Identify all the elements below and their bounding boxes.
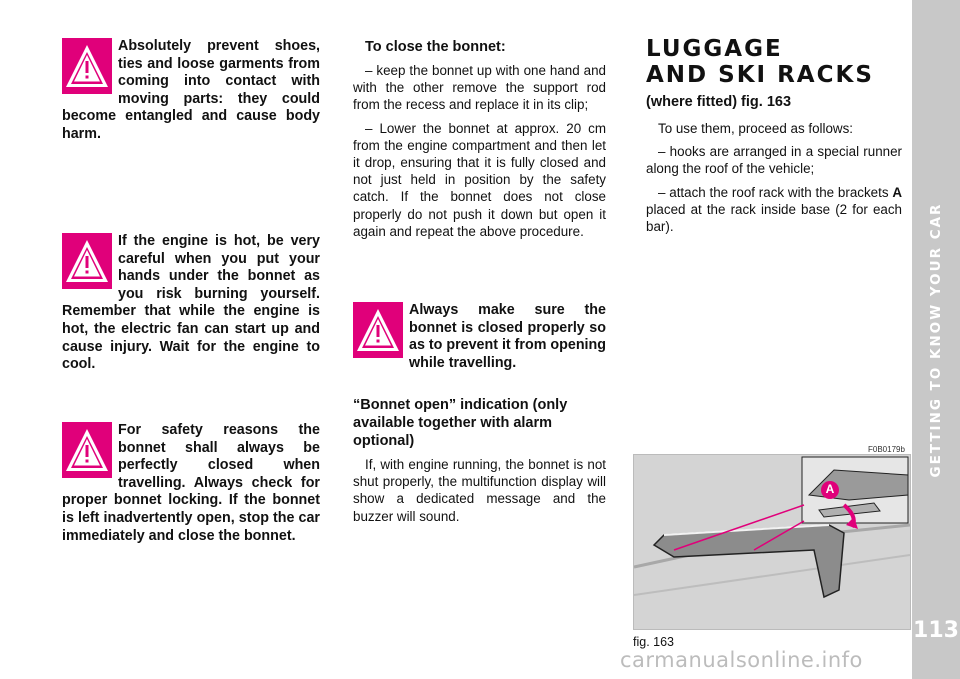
warning-triangle-icon (62, 422, 112, 478)
racks-intro: To use them, proceed as follows: (658, 121, 854, 136)
roof-rack-illustration (634, 455, 910, 629)
section-title (646, 36, 902, 88)
column-middle (353, 38, 606, 531)
close-bonnet-heading: To close the bonnet: (365, 39, 506, 55)
close-bonnet-step-2: – Lower the bonnet at approx. 20 cm from the engine compartment and then let it drop, ensuring that it is fully closed and not just held in position by the safety catch. If the bonnet does not close properly do not push it down but open it again and repeat the above procedure. (353, 120, 606, 239)
warning-triangle-icon (353, 302, 403, 358)
page-number: 113 (913, 618, 959, 643)
bonnet-open-heading: “Bonnet open” indication (only available together with alarm optional) (353, 397, 568, 450)
section-title-line-2: AND SKI RACKS (646, 62, 874, 88)
section-title-line-1: LUGGAGE (646, 36, 783, 62)
warning-text: If the engine is hot, be very careful when you put your hands under the bonnet as you risk burning yourself. Remember that while the engine is hot, the electric fan can start up and cause injury. Wait for the engine to cool. (62, 233, 320, 373)
figure-marker-a: A (825, 482, 835, 496)
warning-bonnet-closed (62, 422, 320, 545)
racks-step-2 (646, 184, 902, 236)
section-subtitle: (where fitted) fig. 163 (646, 94, 792, 110)
racks-step-1: – hooks are arranged in a special runner along the roof of the vehicle; (646, 144, 902, 177)
warning-hot-engine (62, 233, 320, 393)
column-left (62, 38, 320, 545)
racks-step-2-b: placed at the rack inside base (2 for each bar). (646, 201, 902, 235)
column-right (646, 36, 902, 241)
figure-roof-rack (633, 454, 911, 630)
bracket-letter: A (892, 184, 902, 200)
racks-step-2-a: – attach the roof rack with the brackets (658, 184, 893, 200)
warning-text: Always make sure the bonnet is closed properly so as to prevent it from opening while travelling. (409, 302, 606, 371)
warning-text: For safety reasons the bonnet shall always be perfectly closed when travelling. Always check for proper bonnet locking. If the bonnet is left inadvertently open, stop the car immediately and close the bonnet. (62, 422, 320, 544)
figure-code: F0B0179b (868, 445, 905, 454)
watermark: carmanualsonline.info (620, 648, 863, 672)
warning-bonnet-travel (353, 302, 606, 380)
warning-moving-parts (62, 38, 320, 188)
figure-caption: fig. 163 (633, 635, 675, 649)
warning-triangle-icon (62, 38, 112, 94)
warning-triangle-icon (62, 233, 112, 289)
warning-text: Absolutely prevent shoes, ties and loose garments from coming into contact with moving parts: they could become entangled and cause body harm. (62, 38, 320, 142)
close-bonnet-step-1: – keep the bonnet up with one hand and with the other remove the support rod from the recess and replace it in its clip; (353, 63, 606, 113)
section-tab-label: GETTING TO KNOW YOUR CAR (928, 202, 944, 478)
bonnet-open-text: If, with engine running, the bonnet is not shut properly, the multifunction display will show a dedicated message and the buzzer will sound. (353, 457, 606, 524)
